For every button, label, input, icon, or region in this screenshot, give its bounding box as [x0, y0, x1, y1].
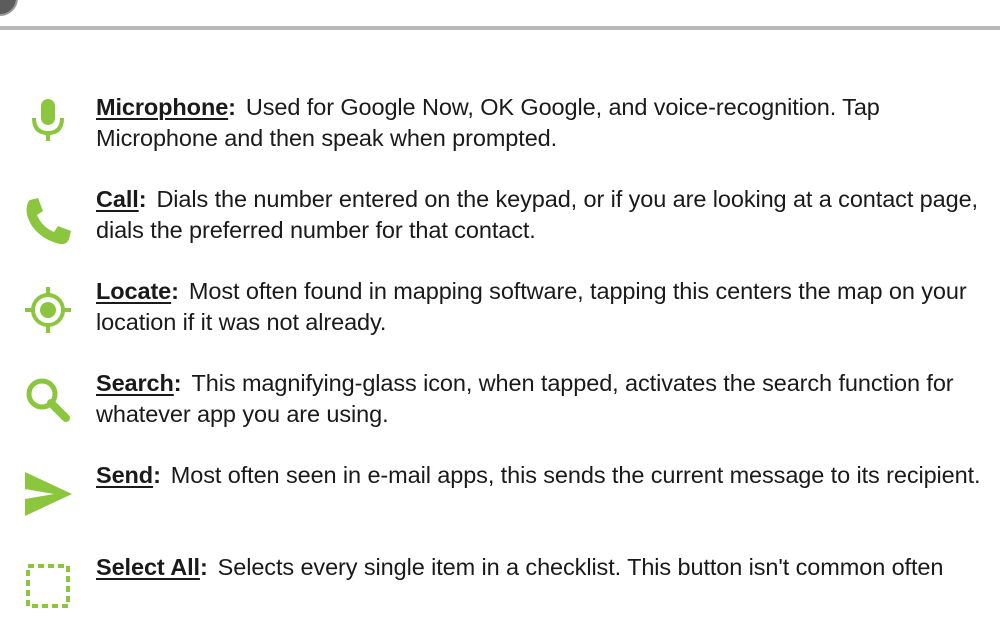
- item-text: [96, 184, 991, 246]
- item-term: Search: [96, 370, 174, 396]
- item-description: Selects every single item in a checklist. This button isn't common often: [217, 554, 944, 580]
- item-text: [96, 92, 991, 154]
- item-colon: :: [199, 554, 208, 580]
- item-text: [96, 276, 991, 338]
- list-item-send: [0, 460, 1000, 530]
- top-divider: [0, 26, 1000, 30]
- item-description: Dials the number entered on the keypad, or if you are looking at a contact page, dials the preferred number for that contact.: [96, 186, 978, 243]
- item-text: [96, 368, 991, 430]
- item-description: Most often seen in e-mail apps, this sends the current message to its recipient.: [170, 462, 981, 488]
- list-item-select-all: [0, 552, 1000, 622]
- list-item-microphone: [0, 92, 1000, 162]
- list-item-call: [0, 184, 1000, 254]
- item-description: This magnifying-glass icon, when tapped, activates the search function for whatever app you are using.: [96, 370, 954, 427]
- item-term: Select All: [96, 554, 200, 580]
- item-colon: :: [171, 278, 179, 304]
- locate-crosshair-icon: [20, 282, 76, 338]
- item-text: [96, 552, 991, 583]
- item-term: Call: [96, 186, 139, 212]
- item-term: Microphone: [96, 94, 229, 120]
- magnifying-glass-icon: [20, 372, 76, 428]
- item-colon: :: [153, 462, 161, 488]
- list-item-locate: [0, 276, 1000, 346]
- item-description: Used for Google Now, OK Google, and voice-recognition. Tap Microphone and then speak when prompted.: [96, 94, 880, 151]
- phone-call-icon: [20, 194, 76, 250]
- item-colon: :: [173, 370, 182, 396]
- item-term: Locate: [96, 278, 172, 304]
- list-item-search: [0, 368, 1000, 438]
- item-term: Send: [96, 462, 154, 488]
- item-colon: :: [138, 186, 147, 212]
- select-all-icon: [20, 558, 76, 614]
- item-colon: :: [228, 94, 236, 120]
- corner-badge-icon: [0, 0, 18, 16]
- send-arrow-icon: [20, 466, 76, 522]
- microphone-icon: [20, 92, 76, 148]
- item-description: Most often found in mapping software, tapping this centers the map on your location if it was not already.: [96, 278, 967, 335]
- item-text: [96, 460, 991, 491]
